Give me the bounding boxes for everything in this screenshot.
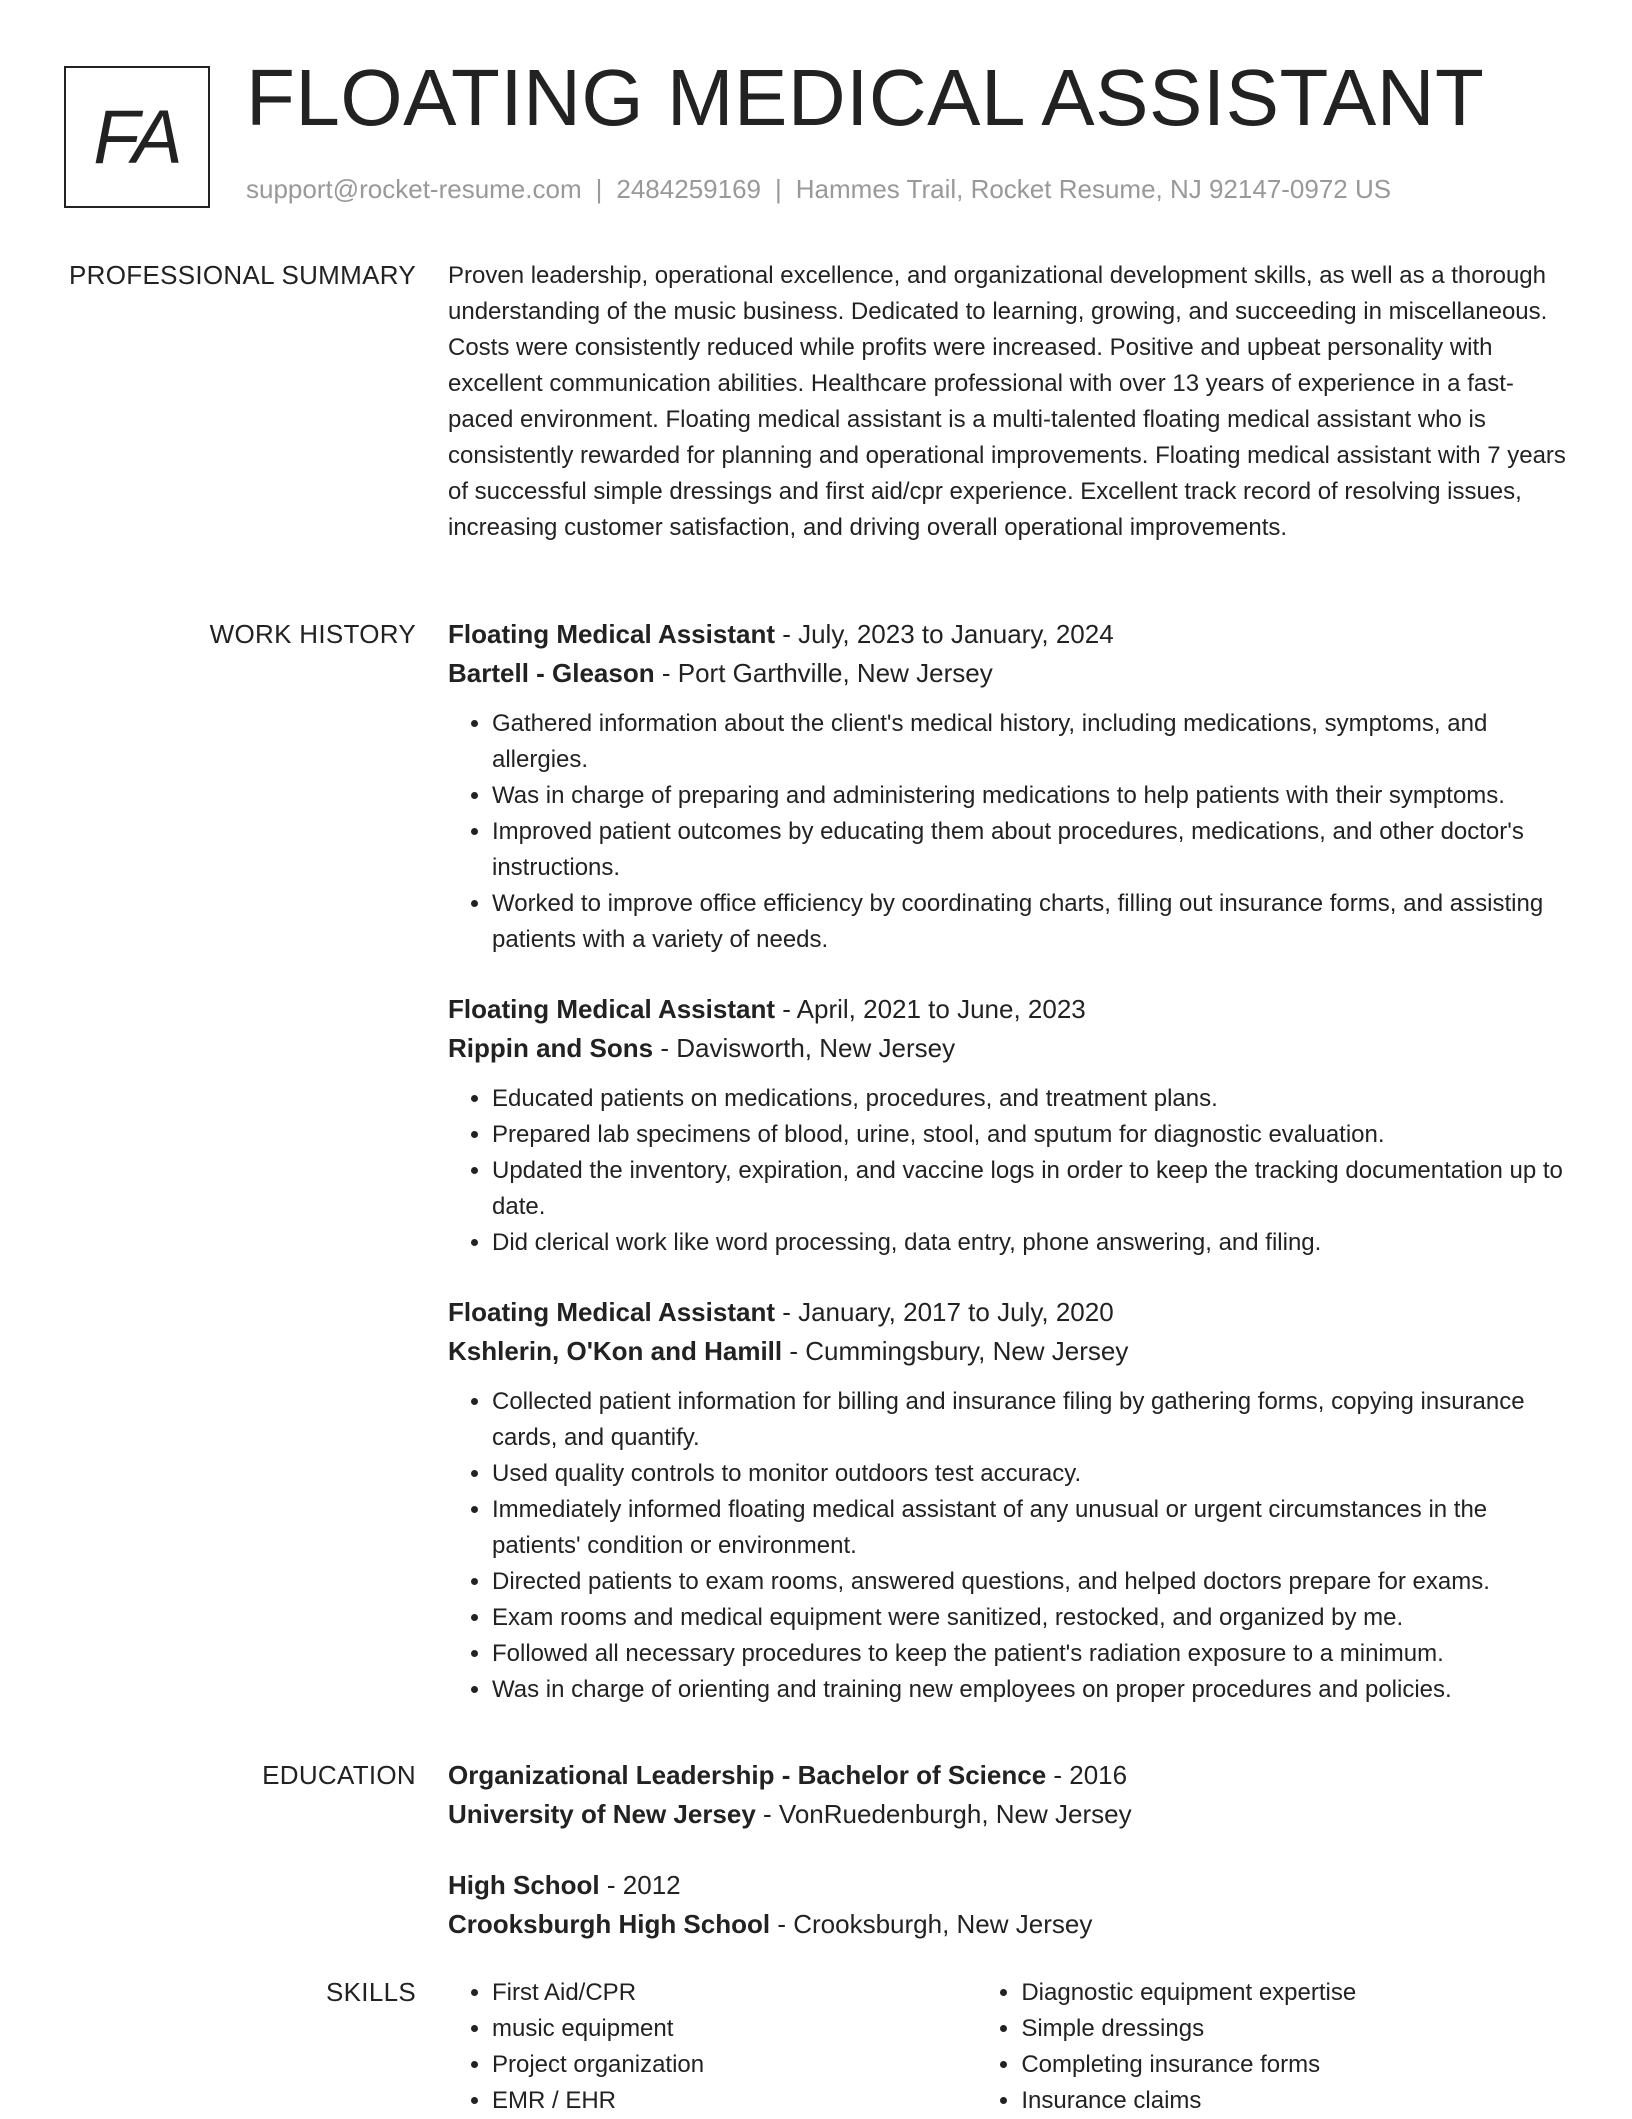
education-location: - VonRuedenburgh, New Jersey [755, 1799, 1132, 1829]
job-title: Floating Medical Assistant [448, 994, 775, 1024]
job-company-line [448, 1029, 1570, 1068]
job-title-line [448, 1293, 1570, 1332]
job-location: - Port Garthville, New Jersey [654, 658, 993, 688]
job-company: Bartell - Gleason [448, 658, 655, 688]
education-entry [448, 1866, 1570, 1944]
skills-grid [448, 1975, 1570, 2119]
job-bullet: • Was in charge of preparing and administering medications to help patients with their symptoms. [492, 778, 1570, 814]
job-bullet: • Updated the inventory, expiration, and vaccine logs in order to keep the tracking documentation up to date. [492, 1153, 1570, 1225]
job-dates: - April, 2021 to June, 2023 [774, 994, 1086, 1024]
job-company: Kshlerin, O'Kon and Hamill [448, 1336, 783, 1366]
job-entry [448, 1293, 1570, 1708]
job-bullet: • Prepared lab specimens of blood, urine, stool, and sputum for diagnostic evaluation. [492, 1117, 1570, 1153]
job-title-line [448, 990, 1570, 1029]
section-label-skills: SKILLS [326, 1977, 416, 2007]
skill-item: • First Aid/CPR [492, 1975, 977, 2011]
skill-item: • Completing insurance forms [1021, 2047, 1570, 2083]
section-label-summary: PROFESSIONAL SUMMARY [69, 260, 416, 290]
job-bullet: • Followed all necessary procedures to keep the patient's radiation exposure to a minimum. [492, 1636, 1570, 1672]
job-bullet-list [448, 1081, 1570, 1261]
section-label-work-history: WORK HISTORY [209, 619, 416, 649]
monogram-badge: FA [64, 66, 210, 208]
job-bullet: • Collected patient information for billing and insurance filing by gathering forms, copying insurance cards, and quantify. [492, 1384, 1570, 1456]
skills-list-right [977, 1975, 1570, 2119]
skills-body [448, 1975, 1570, 2119]
education-body [448, 1756, 1570, 1944]
resume-title: FLOATING MEDICAL ASSISTANT [246, 53, 1485, 142]
summary-body [448, 258, 1570, 546]
job-location: - Davisworth, New Jersey [653, 1033, 956, 1063]
education-entry [448, 1756, 1570, 1834]
job-title-line [448, 615, 1570, 654]
education-degree: High School [448, 1870, 600, 1900]
job-location: - Cummingsbury, New Jersey [782, 1336, 1129, 1366]
education-school: University of New Jersey [448, 1799, 756, 1829]
job-title: Floating Medical Assistant [448, 619, 775, 649]
job-dates: - January, 2017 to July, 2020 [774, 1297, 1114, 1327]
education-location: - Crooksburgh, New Jersey [770, 1909, 1093, 1939]
education-degree-line [448, 1756, 1570, 1795]
education-school-line [448, 1795, 1570, 1834]
job-bullet: • Worked to improve office efficiency by coordinating charts, filling out insurance forms, and assisting patients with a variety of needs. [492, 886, 1570, 958]
skill-item: • Insurance claims [1021, 2083, 1570, 2119]
job-company-line [448, 654, 1570, 693]
job-bullet: • Directed patients to exam rooms, answered questions, and helped doctors prepare for exams. [492, 1564, 1570, 1600]
education-school-line [448, 1905, 1570, 1944]
job-title: Floating Medical Assistant [448, 1297, 775, 1327]
work-history-body [448, 615, 1570, 1708]
education-year: - 2012 [599, 1870, 681, 1900]
skill-item: • EMR / EHR [492, 2083, 977, 2119]
job-company-line [448, 1332, 1570, 1371]
job-bullet: • Used quality controls to monitor outdoors test accuracy. [492, 1456, 1570, 1492]
job-bullet: • Did clerical work like word processing, data entry, phone answering, and filing. [492, 1225, 1570, 1261]
contact-separator: | [775, 174, 782, 204]
job-bullet: • Improved patient outcomes by educating them about procedures, medications, and other doctor's instructions. [492, 814, 1570, 886]
job-dates: - July, 2023 to January, 2024 [774, 619, 1114, 649]
job-bullet: • Was in charge of orienting and training new employees on proper procedures and policies. [492, 1672, 1570, 1708]
job-bullet-list [448, 1384, 1570, 1708]
job-bullet: • Gathered information about the client's medical history, including medications, symptoms, and allergies. [492, 706, 1570, 778]
skills-list-left [448, 1975, 977, 2119]
job-entry [448, 990, 1570, 1261]
job-bullet: • Immediately informed floating medical assistant of any unusual or urgent circumstances in the patients' condition or environment. [492, 1492, 1570, 1564]
summary-text: Proven leadership, operational excellence, and organizational development skills, as well as a thorough understanding of the music business. Dedicated to learning, growing, and succeeding in miscellaneous. Costs were consistently reduced while profits were increased. Positive and upbeat personality with excellent communication abilities. Healthcare professional with over 13 years of experience in a fast-paced environment. Floating medical assistant is a multi-talented floating medical assistant who is consistently rewarded for planning and operational improvements. Floating medical assistant with 7 years of successful simple dressings and first aid/cpr experience. Excellent track record of resolving issues, increasing customer satisfaction, and driving overall operational improvements. [448, 262, 1566, 541]
education-school: Crooksburgh High School [448, 1909, 771, 1939]
contact-separator: | [595, 174, 603, 204]
contact-phone: 2484259169 [616, 174, 761, 204]
job-bullet-list [448, 706, 1570, 958]
education-year: - 2016 [1046, 1760, 1128, 1790]
job-bullet: • Educated patients on medications, procedures, and treatment plans. [492, 1081, 1570, 1117]
skill-item: • music equipment [492, 2011, 977, 2047]
contact-address: Hammes Trail, Rocket Resume, NJ 92147-0972 US [795, 174, 1392, 204]
skill-item: • Project organization [492, 2047, 977, 2083]
skill-item: • Diagnostic equipment expertise [1021, 1975, 1570, 2011]
job-entry [448, 615, 1570, 958]
education-degree: Organizational Leadership - Bachelor of Science [448, 1760, 1047, 1790]
contact-line [246, 174, 1391, 205]
job-bullet: • Exam rooms and medical equipment were sanitized, restocked, and organized by me. [492, 1600, 1570, 1636]
skill-item: • Simple dressings [1021, 2011, 1570, 2047]
contact-email: support@rocket-resume.com [246, 174, 582, 204]
education-degree-line [448, 1866, 1570, 1905]
job-company: Rippin and Sons [448, 1033, 654, 1063]
section-label-education: EDUCATION [262, 1760, 416, 1790]
